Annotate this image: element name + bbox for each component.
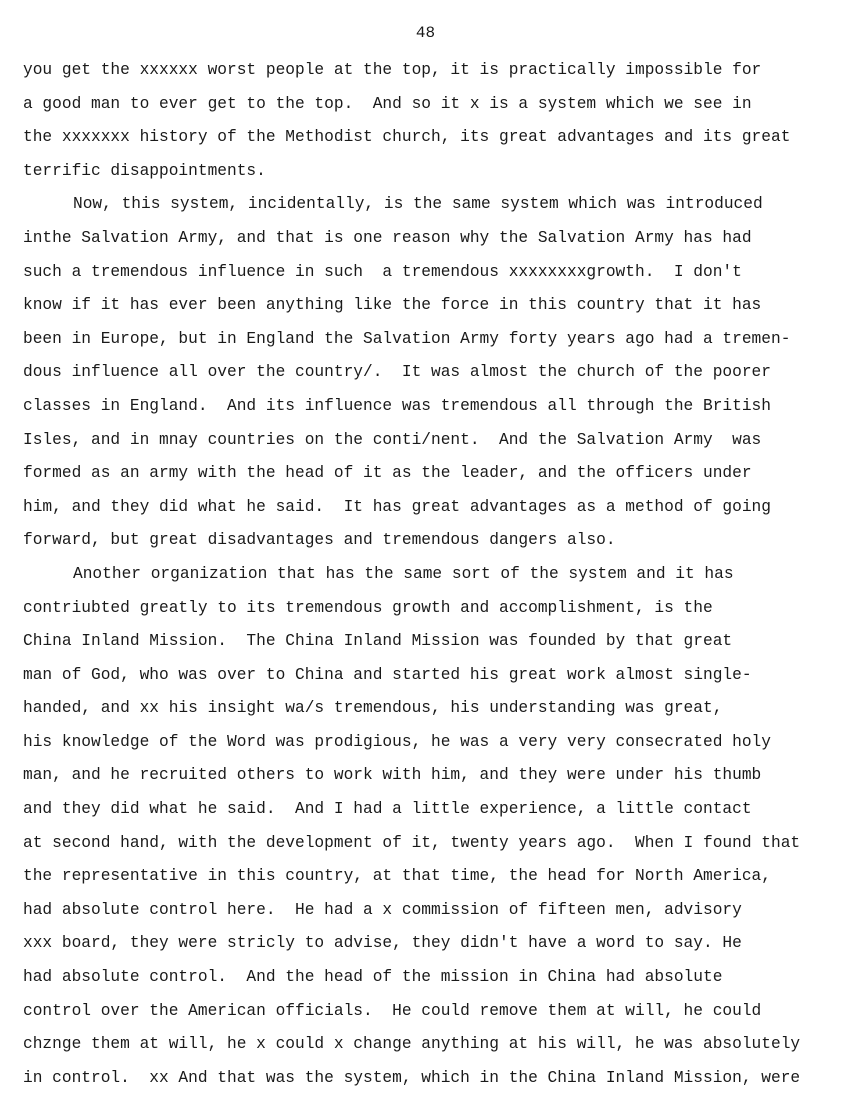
text-line: control over the American officials. He could remove them at will, he could [23,1001,762,1020]
text-line: chznge them at will, he x could x change anything at his will, he was absolutely [23,1035,801,1054]
text-line: contriubted greatly to its tremendous growth and accomplishment, is the [23,598,713,617]
text-line: such a tremendous influence in such a tremendous xxxxxxxxgrowth. I don't [23,262,742,281]
text-line: Another organization that has the same sort of the system and it has [73,564,734,583]
text-line: man, and he recruited others to work with him, and they were under his thumb [23,766,762,785]
text-line: China Inland Mission. The China Inland Mission was founded by that great [23,632,733,651]
text-line: a good man to ever get to the top. And so it x is a system which we see in [23,94,752,113]
text-line: forward, but great disadvantages and tremendous dangers also. [23,531,616,550]
text-line: you get the xxxxxx worst people at the top, it is practically impossible for [23,61,762,79]
text-line: the representative in this country, at that time, the head for North America, [23,867,771,886]
text-line: him, and they did what he said. It has great advantages as a method of going [23,497,771,516]
text-line: in control. xx And that was the system, which in the China Inland Mission, were [23,1068,801,1087]
text-line: and they did what he said. And I had a little experience, a little contact [23,800,752,819]
text-line: formed as an army with the head of it as the leader, and the officers under [23,464,752,483]
text-line: inthe Salvation Army, and that is one reason why the Salvation Army has had [23,228,752,247]
text-line: know if it has ever been anything like the force in this country that it has [23,296,762,315]
text-line: classes in England. And its influence was tremendous all through the British [23,396,771,415]
text-line: Isles, and in mnay countries on the conti/nent. And the Salvation Army was [23,430,762,449]
body-text [23,58,838,1099]
text-line: been in Europe, but in England the Salvation Army forty years ago had a tremen- [23,329,791,348]
text-line: dous influence all over the country/. It was almost the church of the poorer [23,363,771,382]
page-number: 48 [415,24,436,42]
text-line: had absolute control. And the head of the mission in China had absolute [23,968,723,987]
text-line: man of God, who was over to China and started his great work almost single- [23,665,752,684]
text-line: his knowledge of the Word was prodigious, he was a very very consecrated holy [23,732,771,751]
text-line: had absolute control here. He had a x commission of fifteen men, advisory [23,900,742,919]
text-line: xxx board, they were stricly to advise, they didn't have a word to say. He [23,934,742,953]
text-line: terrific disappointments. [23,161,266,180]
text-line: the xxxxxxx history of the Methodist church, its great advantages and its great [23,128,791,147]
text-line: handed, and xx his insight wa/s tremendous, his understanding was great, [23,699,723,718]
text-line: at second hand, with the development of it, twenty years ago. When I found that [23,833,801,852]
text-line: Now, this system, incidentally, is the same system which was introduced [73,195,763,214]
